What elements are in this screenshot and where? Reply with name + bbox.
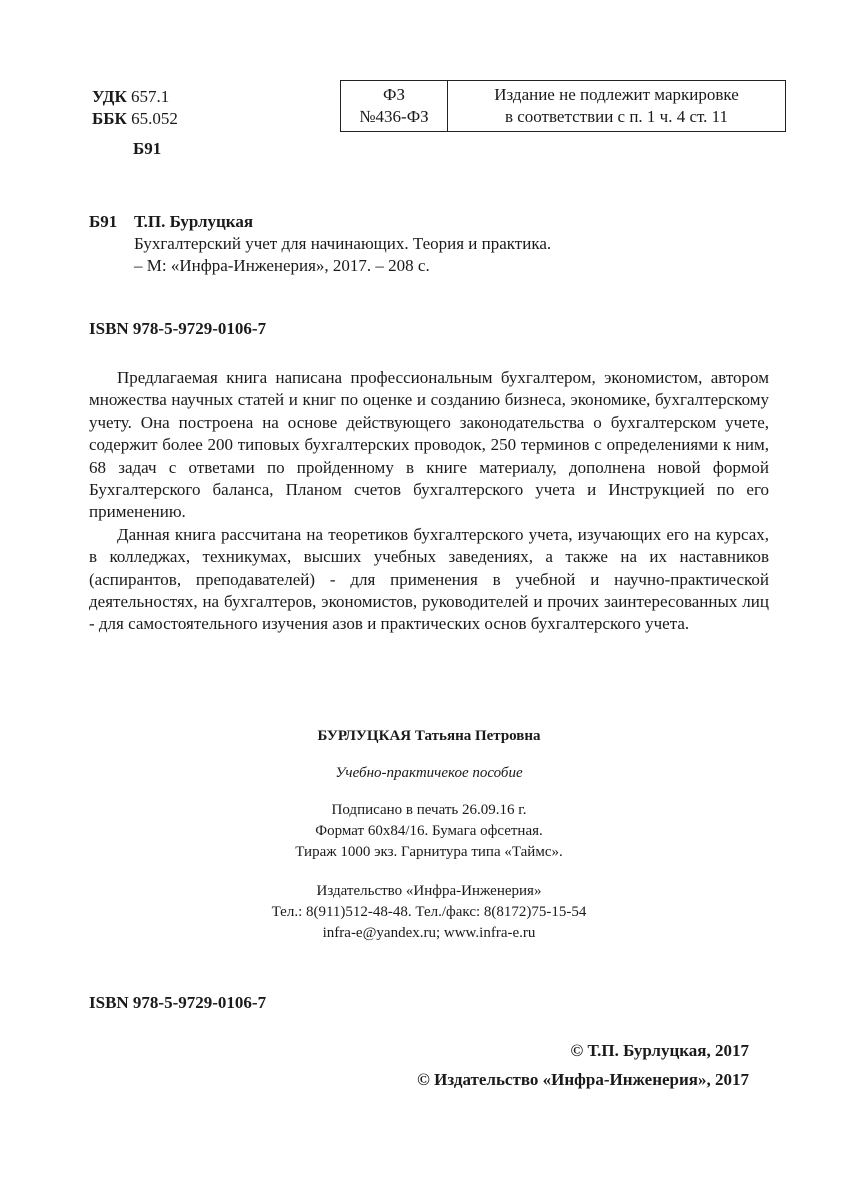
colophon-publisher: Издательство «Инфра-Инженерия» (316, 883, 542, 899)
udk-value: 657.1 (131, 87, 170, 106)
colophon-author (89, 726, 769, 747)
udk-label: УДК (92, 87, 127, 106)
bibliographic-code: Б91 (89, 212, 118, 231)
law-ref-line2: №436-ФЗ (359, 107, 429, 126)
book-imprint: – М: «Инфра-Инженерия», 2017. – 208 с. (134, 256, 430, 275)
colophon-phones: Тел.: 8(911)512-48-48. Тел./факс: 8(8172)75-15-54 (271, 904, 587, 920)
bbk-label: ББК (92, 109, 127, 128)
classification-codes (92, 86, 178, 130)
colophon-contacts: infra-e@yandex.ru; www.infra-e.ru (322, 925, 536, 941)
book-author: Т.П. Бурлуцкая (134, 212, 254, 231)
bbk-value: 65.052 (131, 109, 178, 128)
colophon-author-name: Татьяна Петровна (414, 728, 541, 744)
law-reference (341, 81, 448, 131)
abstract (89, 367, 769, 636)
law-ref-line1: ФЗ (383, 85, 405, 104)
colophon-signed: Подписано в печать 26.09.16 г. (331, 802, 527, 818)
labeling-notice (448, 81, 785, 131)
colophon (89, 726, 769, 944)
book-title: Бухгалтерский учет для начинающих. Теория и практика. (134, 234, 552, 253)
copyright-block (370, 1036, 749, 1094)
abstract-paragraph-2: Данная книга рассчитана на теоретиков бухгалтерского учета, изучающих его на курсах, в колледжах, техникумах, высших учебных заведениях, а также на их наставников (аспирантов, преподавателей) - для применения в учебной и научно-практической деятельностях, на бухгалтеров, экономистов, руководителей и прочих заинтересованных лиц - для самостоятельного изучения азов и практических основ бухгалтерского учета. (89, 524, 769, 634)
isbn-top: ISBN 978-5-9729-0106-7 (89, 319, 267, 338)
labeling-notice-line2: в соответствии с п. 1 ч. 4 ст. 11 (504, 107, 729, 126)
isbn-bottom: ISBN 978-5-9729-0106-7 (89, 993, 267, 1012)
author-mark: Б91 (133, 139, 162, 158)
bibliographic-text (134, 211, 654, 277)
law-notice-box (340, 80, 786, 132)
labeling-notice-line1: Издание не подлежит маркировке (494, 85, 739, 104)
copyright-publisher: © Издательство «Инфра-Инженерия», 2017 (417, 1070, 749, 1089)
colophon-print-run: Тираж 1000 экз. Гарнитура типа «Таймс». (295, 844, 563, 860)
colophon-genre: Учебно-практичекое пособие (335, 765, 523, 781)
abstract-paragraph-1: Предлагаемая книга написана профессиональным бухгалтером, экономистом, автором множества научных статей и книг по оценке и созданию бизнеса, экономике, бухгалтерскому учету. Она построена на основе действующего законодательства о бухгалтерском учете, содержит более 200 типовых бухгалтерских проводок, 250 терминов с определениями к ним, 68 задач с ответами по пройденному в книге материалу, дополнена новой формой Бухгалтерского баланса, Планом счетов бухгалтерского учета и Инструкцией по его применению. (89, 368, 769, 522)
colophon-author-surname: БУРЛУЦКАЯ (317, 728, 412, 744)
copyright-author: © Т.П. Бурлуцкая, 2017 (570, 1041, 749, 1060)
colophon-format: Формат 60х84/16. Бумага офсетная. (315, 823, 543, 839)
